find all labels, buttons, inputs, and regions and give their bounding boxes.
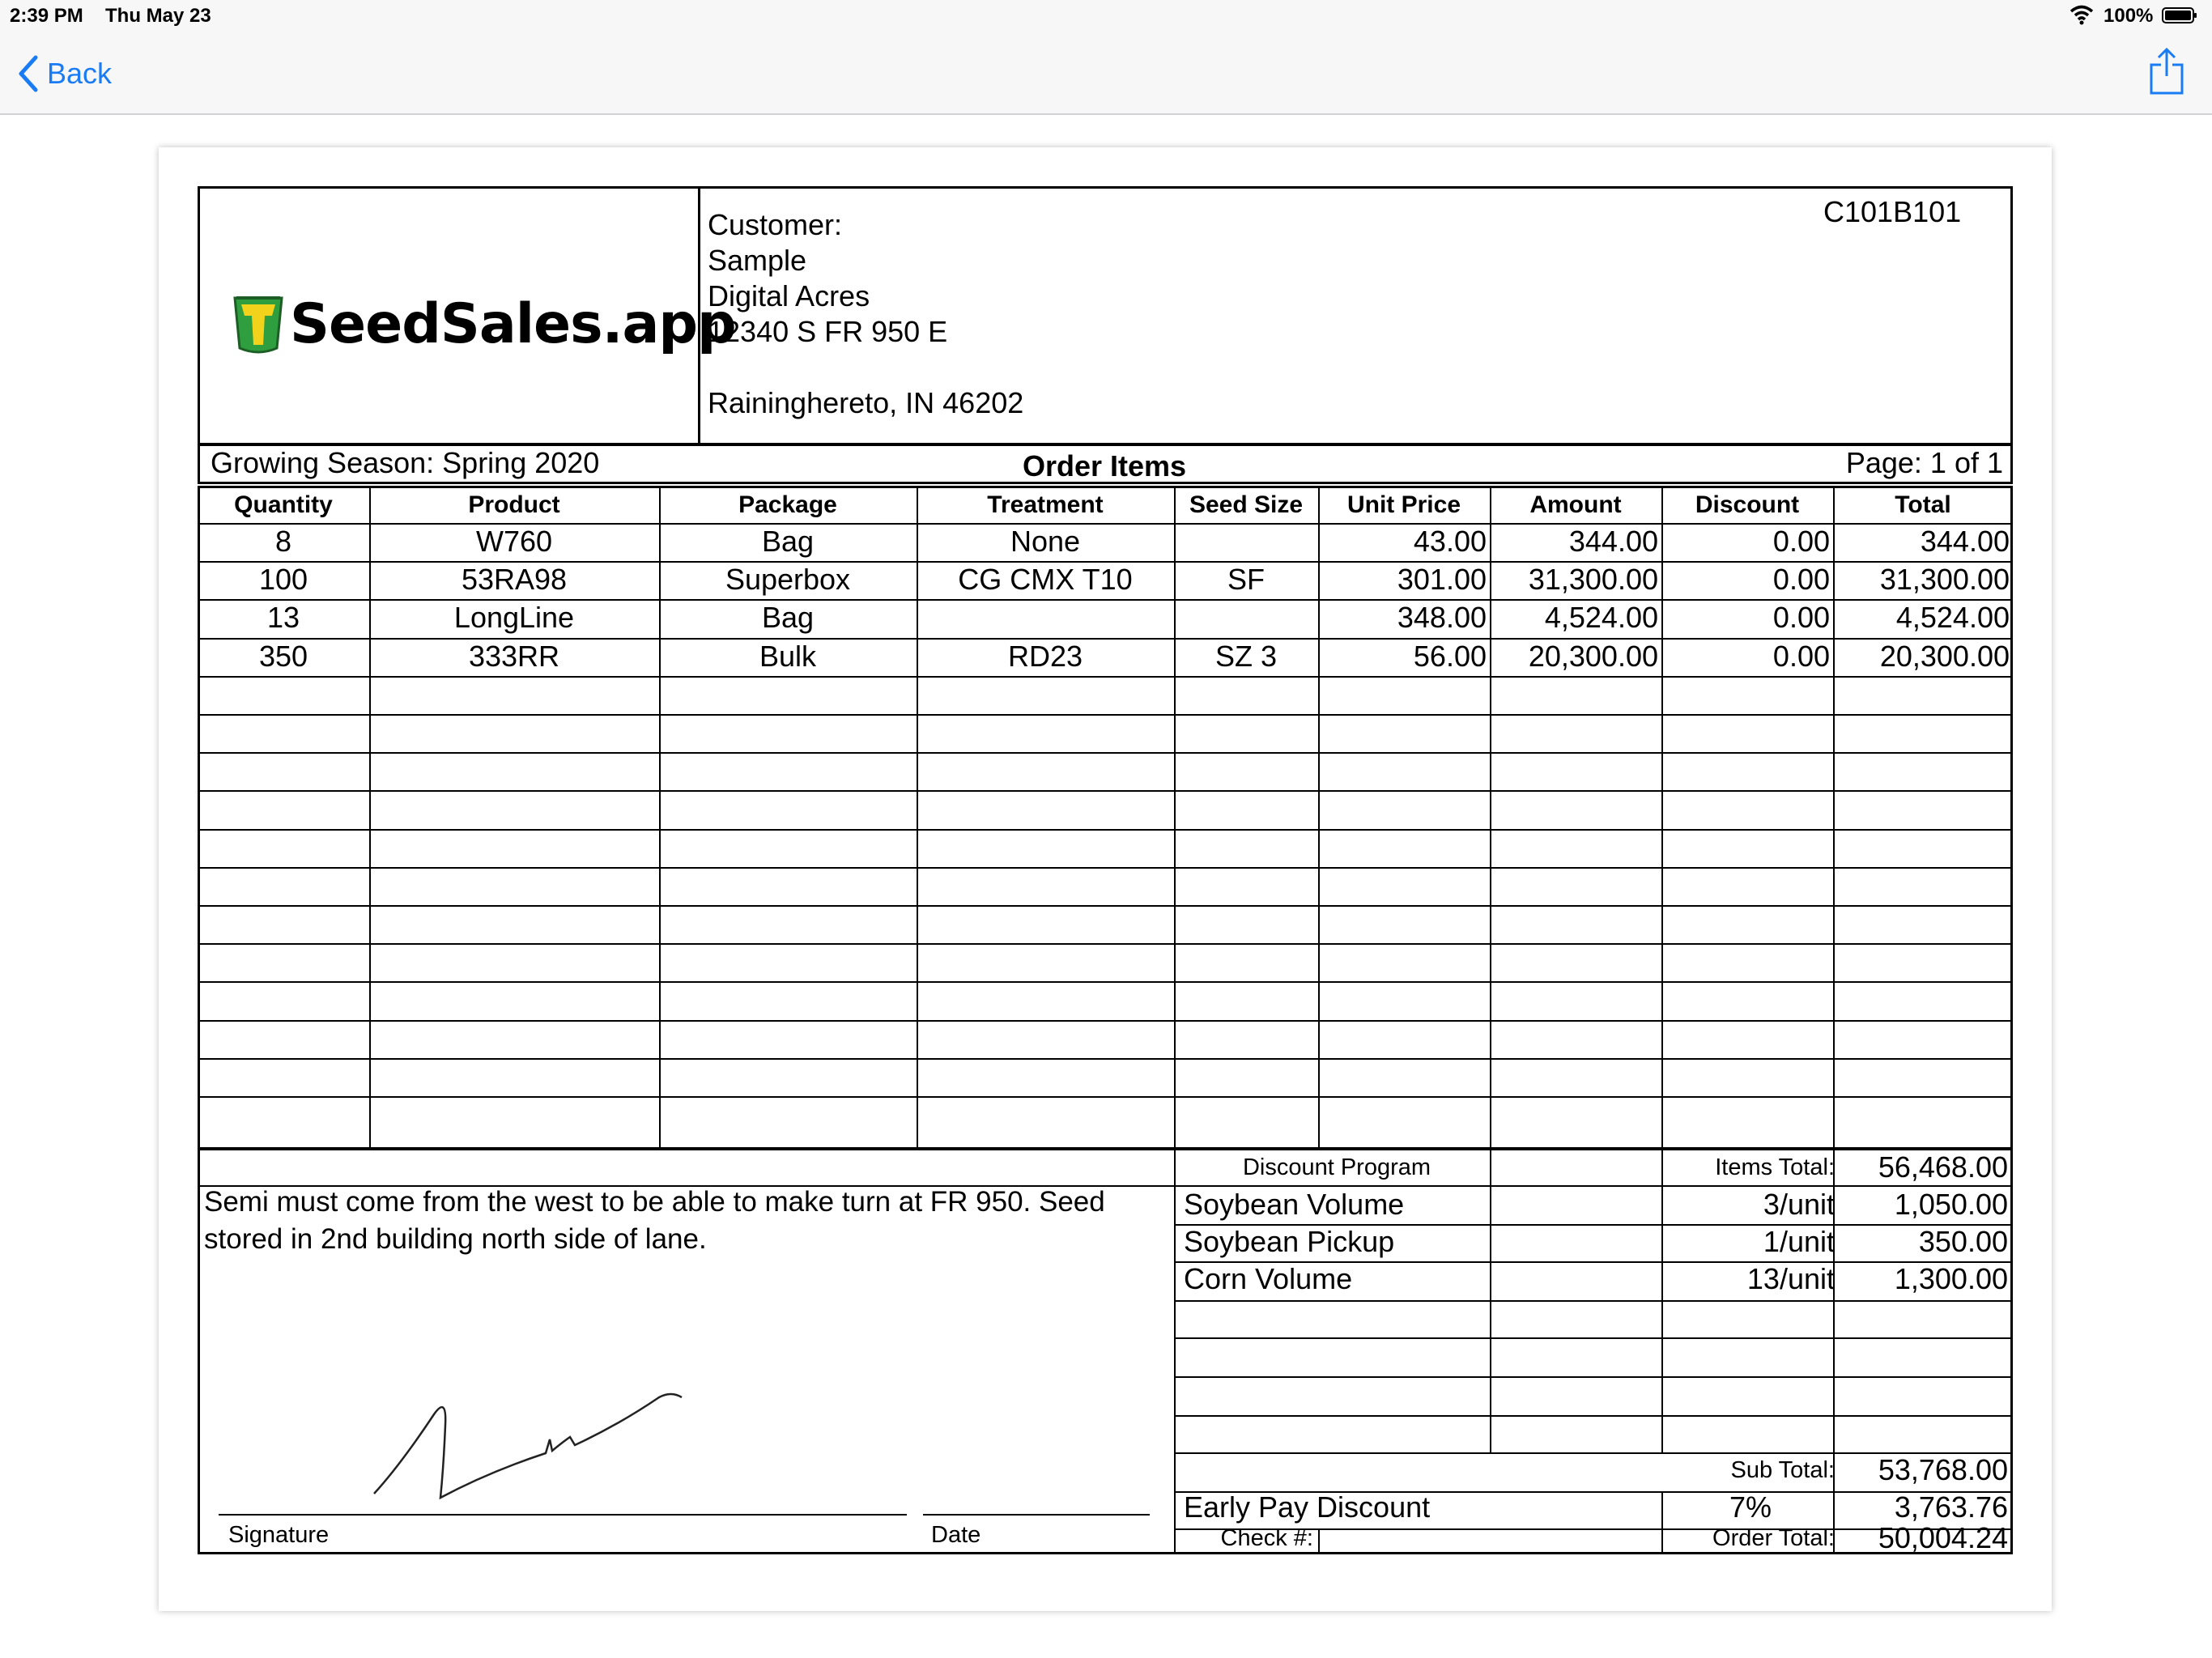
column-header: Seed Size [1189,491,1304,518]
row-divider [198,943,2013,945]
discount-amount: 1,050.00 [1894,1188,2008,1221]
discount-program-label: Discount Program [1242,1154,1431,1180]
row-divider [198,714,2013,716]
wifi-icon [2069,3,2094,26]
discount-name: Soybean Pickup [1184,1225,1395,1258]
seed-bag-logo-icon [230,291,287,356]
summary-row-divider [1174,1376,2013,1378]
brand-name: SeedSales.app [290,291,736,356]
row-divider [198,752,2013,754]
order-items-title: Order Items [1022,449,1187,483]
customer-name: Sample [708,244,807,277]
column-header: Discount [1695,491,1800,518]
customer-city: Raininghereto, IN 46202 [708,386,1024,419]
navigation-bar [0,32,2212,115]
signature-label: Signature [228,1522,330,1548]
column-header: Unit Price [1346,491,1461,518]
summary-divider [1174,1148,1176,1554]
table-cell: 31,300.00 [1528,563,1658,597]
status-time: 2:39 PM [10,5,83,27]
table-cell: Bag [761,525,815,558]
table-cell: 301.00 [1397,563,1487,597]
table-cell: 344.00 [1568,525,1658,558]
table-cell: 20,300.00 [1528,639,1658,673]
column-header: Total [1895,491,1951,518]
table-cell: Bag [761,601,815,635]
table-cell: 100 [258,563,308,597]
customer-label: Customer: [708,208,843,241]
sub-total-value: 53,768.00 [1878,1453,2008,1486]
summary-column-divider [1490,1148,1491,1452]
column-header: Product [468,491,560,518]
table-cell: 56.00 [1413,639,1487,673]
summary-row-divider [1174,1337,2013,1339]
discount-amount: 350.00 [1918,1225,2008,1258]
table-cell: 53RA98 [461,563,568,597]
table-cell: 348.00 [1397,601,1487,635]
table-cell: 0.00 [1772,563,1830,597]
table-cell: 31,300.00 [1879,563,2010,597]
row-divider [198,905,2013,907]
early-pay-label: Early Pay Discount [1184,1490,1431,1524]
order-total-value: 50,004.24 [1878,1521,2008,1554]
table-cell: 13 [266,601,300,635]
table-cell: 4,524.00 [1544,601,1658,635]
date-label: Date [931,1522,981,1548]
row-divider [198,981,2013,983]
date-line [923,1514,1150,1516]
discount-name: Corn Volume [1184,1262,1353,1295]
row-divider [198,1020,2013,1022]
sub-total-label: Sub Total: [1730,1457,1835,1483]
table-cell: RD23 [1007,639,1083,673]
share-icon[interactable] [2149,47,2184,96]
table-cell: LongLine [453,601,575,635]
summary-row-divider [1174,1300,2013,1302]
customer-farm: Digital Acres [708,279,870,312]
table-cell: 43.00 [1413,525,1487,558]
items-total-value: 56,468.00 [1878,1150,2008,1184]
brand-logo [230,291,736,356]
row-divider [198,1058,2013,1060]
column-header: Package [738,491,837,518]
check-number-field[interactable] [1323,1524,1660,1550]
table-cell: CG CMX T10 [958,563,1133,597]
early-pay-amount: 3,763.76 [1894,1490,2008,1524]
table-cell: 8 [274,525,292,558]
table-cell: Superbox [725,563,851,597]
table-cell: Bulk [759,639,817,673]
order-form [198,186,2013,1554]
table-cell: 20,300.00 [1879,639,2010,673]
items-total-label: Items Total: [1715,1154,1835,1180]
discount-rate: 1/unit [1763,1225,1835,1258]
table-cell: 0.00 [1772,525,1830,558]
row-divider [198,1096,2013,1098]
column-header: Treatment [987,491,1104,518]
check-number-label: Check #: [1220,1525,1313,1551]
table-cell: W760 [475,525,553,558]
table-cell: 344.00 [1920,525,2010,558]
battery-percent: 100% [2104,5,2154,27]
table-cell: 0.00 [1772,639,1830,673]
order-form-page [159,147,2052,1611]
row-divider [198,676,2013,678]
status-date: Thu May 23 [105,5,211,27]
table-cell: 4,524.00 [1895,601,2010,635]
row-divider [198,790,2013,792]
growing-season: Growing Season: Spring 2020 [211,446,600,479]
customer-street: 12340 S FR 950 E [708,315,948,348]
discount-rate: 13/unit [1746,1262,1835,1295]
table-cell: 333RR [468,639,560,673]
discount-amount: 1,300.00 [1894,1262,2008,1295]
signature-drawing [368,1376,708,1506]
chevron-left-icon [16,54,40,93]
back-button[interactable] [16,53,112,94]
status-bar [0,0,2212,32]
column-header: Amount [1529,491,1622,518]
column-header: Quantity [234,491,333,518]
order-code: C101B101 [1823,195,1962,228]
summary-column-divider [1661,1491,1663,1554]
summary-row-divider [1174,1415,2013,1417]
summary-column-divider [1661,1148,1663,1452]
table-cell: None [1010,525,1081,558]
table-cell: 350 [258,639,308,673]
order-notes: Semi must come from the west to be able to make turn at FR 950. Seed stored in 2nd building north side of lane. [204,1186,1105,1255]
discount-rate: 3/unit [1763,1188,1835,1221]
summary-column-divider [1318,1528,1320,1554]
page-number: Page: 1 of 1 [1845,446,2003,479]
order-total-label: Order Total: [1712,1525,1835,1551]
battery-icon [2162,7,2197,23]
back-label: Back [47,57,113,90]
row-divider [198,867,2013,869]
discount-name: Soybean Volume [1184,1188,1405,1221]
table-cell: SF [1227,563,1265,597]
row-divider [198,829,2013,831]
signature-line [219,1514,907,1516]
table-cell: 0.00 [1772,601,1830,635]
table-cell: SZ 3 [1214,639,1278,673]
early-pay-rate: 7% [1729,1490,1772,1524]
